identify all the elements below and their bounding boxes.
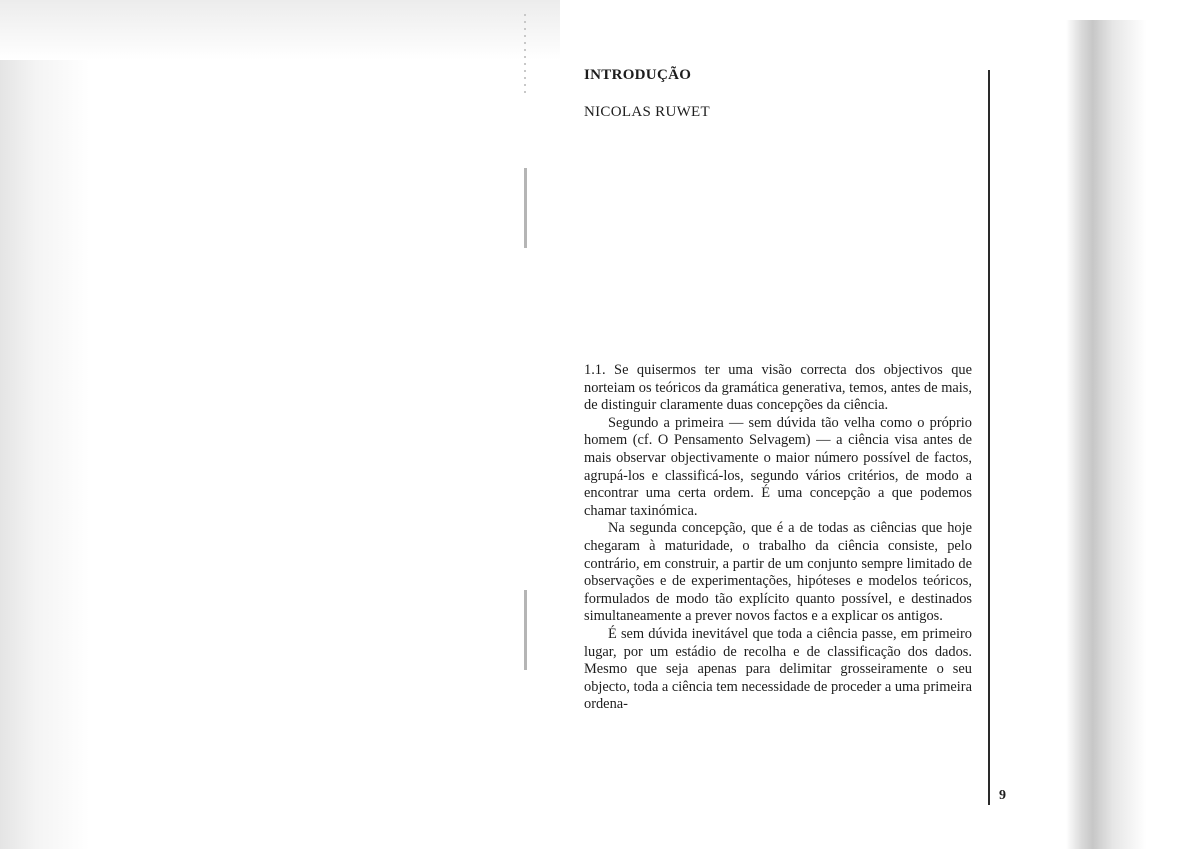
paragraph: Segundo a primeira — sem dúvida tão velha como o próprio homem (cf. O Pensamento Selvagem) — a ciência visa antes de mais observar objectivamente o maior número possível de factos, agrupá-los e classificá-los, segundo vários critérios, de modo a encontrar uma certa ordem. É uma concepção a que podemos chamar taxinómica. bbox=[584, 414, 972, 519]
paragraph: 1.1. Se quisermos ter uma visão correcta dos objectivos que norteiam os teóricos da gramática generativa, temos, antes de mais, de distinguir claramente duas concepções da ciência. bbox=[584, 362, 972, 414]
page-number: 9 bbox=[999, 788, 1006, 803]
margin-rule bbox=[988, 70, 990, 805]
author-name: NICOLAS RUWET bbox=[584, 104, 710, 120]
gutter-dots bbox=[524, 14, 526, 94]
paragraph: É sem dúvida inevitável que toda a ciência passe, em primeiro lugar, por um estádio de recolha e de classificação dos dados. Mesmo que seja apenas para delimitar grosseiramente o seu objecto, toda a ciência tem necessidade de proceder a uma primeira ordena- bbox=[584, 625, 972, 713]
page-shadow-top bbox=[0, 0, 560, 60]
page-shadow-left bbox=[0, 0, 90, 849]
body-text bbox=[584, 362, 972, 714]
paragraph: Na segunda concepção, que é a de todas as ciências que hoje chegaram à maturidade, o trabalho da ciência consiste, pelo contrário, em construir, a partir de um conjunto sempre limitado de observações e de experimentações, hipóteses e modelos teóricos, formulados de modo tão explícito quanto possível, e destinados simultaneamente a prever novos factos e a explicar os antigos. bbox=[584, 520, 972, 625]
gutter-mark bbox=[524, 168, 527, 248]
gutter-mark bbox=[524, 590, 527, 670]
chapter-title: INTRODUÇÃO bbox=[584, 67, 692, 83]
page-edge-right bbox=[1066, 20, 1200, 849]
